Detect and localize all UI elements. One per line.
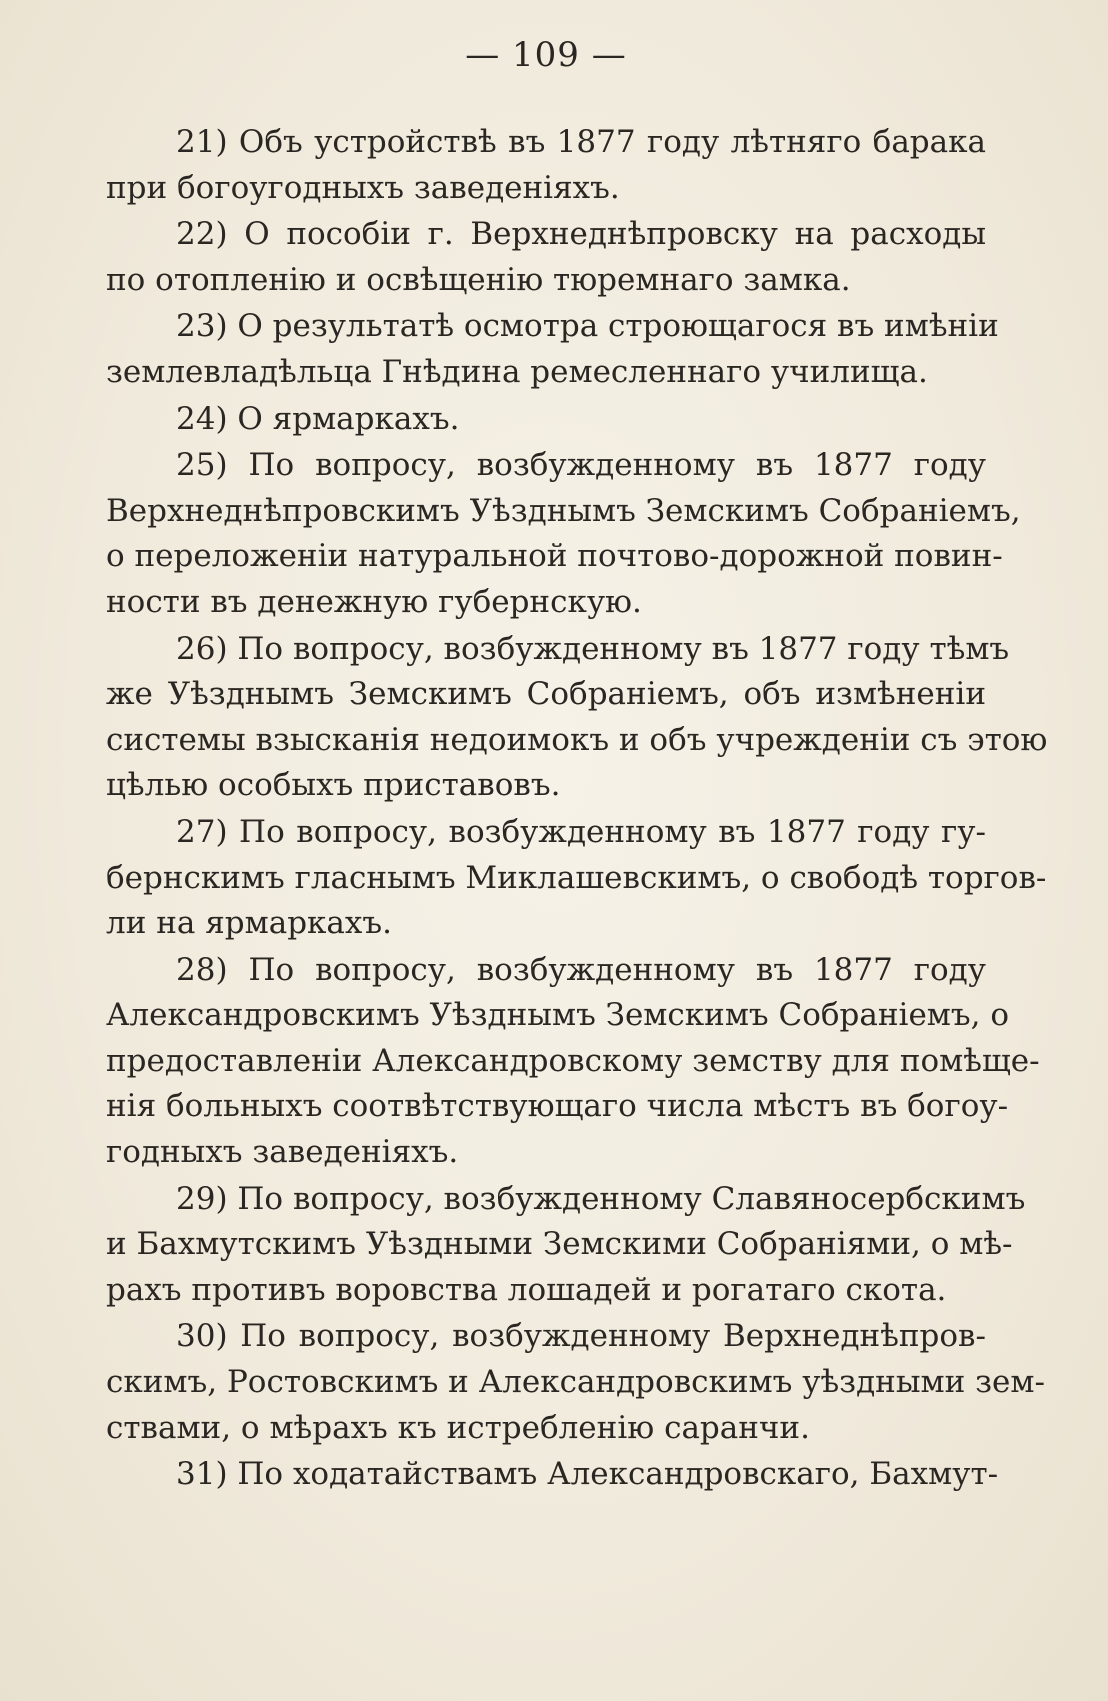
text-line: при богоугодныхъ заведеніяхъ. xyxy=(106,169,620,206)
list-item xyxy=(106,1177,1026,1314)
text-line: 29) По вопросу, возбужденному Славяносербскимъ xyxy=(176,1180,1026,1217)
text-line: 25) По вопросу, возбужденному въ 1877 году xyxy=(176,447,986,484)
text-line: годныхъ заведеніяхъ. xyxy=(106,1134,459,1171)
list-item xyxy=(106,212,986,303)
page-content xyxy=(106,30,1048,1498)
text-line: землевладѣльца Гнѣдина ремесленнаго училища. xyxy=(106,353,928,390)
text-line: ности въ денежную губернскую. xyxy=(106,583,642,620)
text-line: 24) О ярмаркахъ. xyxy=(176,400,460,437)
text-line: 21) Объ устройствѣ въ 1877 году лѣтняго барака xyxy=(176,124,986,160)
text-line: 30) По вопросу, возбужденному Верхнеднѣпров- xyxy=(176,1318,986,1355)
list-item xyxy=(106,304,999,395)
list-item xyxy=(106,443,1021,625)
text-line: и Бахмутскимъ Уѣздными Земскими Собраніями, о мѣ- xyxy=(106,1226,1013,1263)
item-list xyxy=(106,120,1048,1498)
text-line: 31) По ходатайствамъ Александровскаго, Бахмут- xyxy=(176,1456,999,1493)
list-item xyxy=(106,627,1048,809)
text-line: Верхнеднѣпровскимъ Уѣзднымъ Земскимъ Собраніемъ, xyxy=(106,492,1021,529)
list-item xyxy=(106,397,986,443)
text-line: нія больныхъ соотвѣтствующаго числа мѣстъ въ богоу- xyxy=(106,1088,1009,1125)
text-line: же Уѣзднымъ Земскимъ Собраніемъ, объ измѣненіи xyxy=(106,676,986,713)
list-item xyxy=(106,1314,1045,1451)
text-line: 28) По вопросу, возбужденному въ 1877 году xyxy=(176,951,986,988)
list-item xyxy=(106,1452,999,1498)
text-line: о переложеніи натуральной почтово-дорожной повин- xyxy=(106,538,1003,575)
text-line: цѣлью особыхъ приставовъ. xyxy=(106,767,561,804)
list-item xyxy=(106,120,986,211)
text-line: скимъ, Ростовскимъ и Александровскимъ уѣздными зем- xyxy=(106,1364,1045,1401)
list-item xyxy=(106,948,1040,1176)
text-line: 27) По вопросу, возбужденному въ 1877 году гу- xyxy=(176,813,986,850)
text-line: системы взысканія недоимокъ и объ учрежденіи съ этою xyxy=(106,721,1048,758)
text-line: ли на ярмаркахъ. xyxy=(106,905,392,942)
text-line: по отопленію и освѣщенію тюремнаго замка. xyxy=(106,261,851,298)
text-line: ствами, о мѣрахъ къ истребленію саранчи. xyxy=(106,1409,810,1446)
list-item xyxy=(106,810,1047,947)
text-line: рахъ противъ воровства лошадей и рогатаго скота. xyxy=(106,1271,947,1308)
page-number: — 109 — xyxy=(465,35,627,75)
text-line: предоставленіи Александровскому земству для помѣще- xyxy=(106,1042,1040,1079)
text-line: 26) По вопросу, возбужденному въ 1877 году тѣмъ xyxy=(176,630,1010,667)
text-line: 23) О результатѣ осмотра строющагося въ имѣніи xyxy=(176,308,999,345)
text-line: 22) О пособіи г. Верхнеднѣпровску на расходы xyxy=(176,216,986,253)
text-line: Александровскимъ Уѣзднымъ Земскимъ Собраніемъ, о xyxy=(106,997,1010,1034)
text-line: бернскимъ гласнымъ Миклашевскимъ, о свободѣ торгов- xyxy=(106,859,1047,896)
